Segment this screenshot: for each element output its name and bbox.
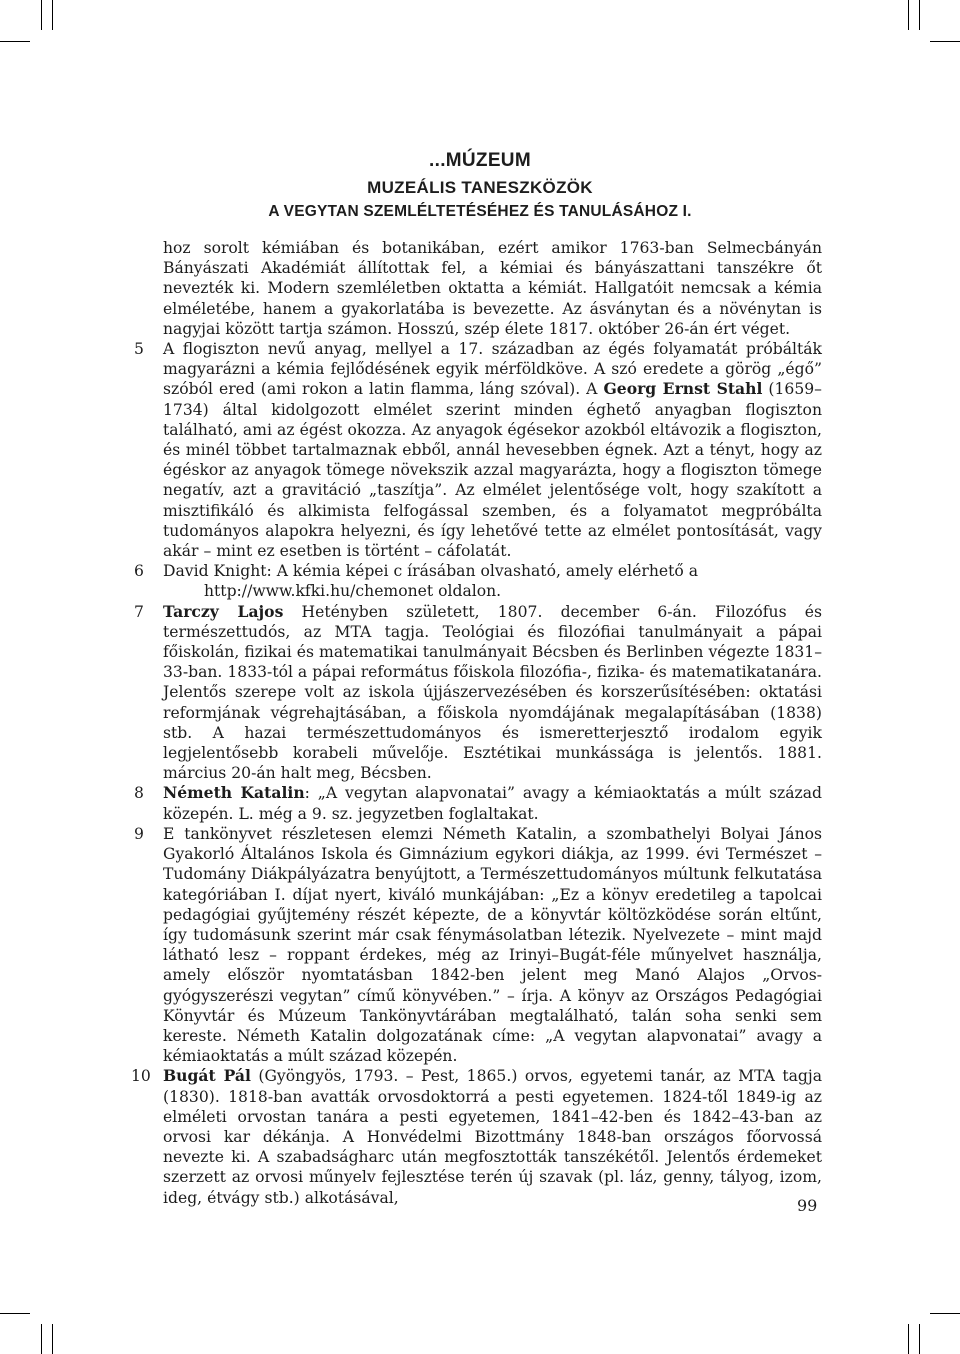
footnote-number: 6 xyxy=(134,562,144,581)
person-name: Tarczy Lajos xyxy=(163,601,284,621)
header-subtitle-2: A VEGYTAN SZEMLÉLTETÉSÉHEZ ÉS TANULÁSÁHOZ I. xyxy=(268,203,692,220)
footnote-7 xyxy=(134,601,822,784)
footnote-text: E tankönyvet részletesen elemzi Németh Katalin, a szombathelyi Bolyai János Gyakorló Általános Iskola és Gimnázium egykori diákja, az 1999. évi Természet –Tudomány Diákpályázatra benyújtott, a Természettudományos múltunk felkutatása kategóriában I. díjat nyert, kiváló munkájában: „Ez a könyv eredetileg a tapolcai pedagógiai gyűjtemény részét képezte, de a könyvtár költözködése során eltűnt, így tudomásunk szerint már csak fénymásolatban létezik. Nyelvezete – mint majd látható lesz – roppant érdekes, még az Irinyi–Bugát-féle műnyelvet használja, amely először nyomtatásban 1842-ben jelent meg Manó Alajos „Orvos-gyógyszerészi vegytan” című könyvében.” – írja. A könyv az Országos Pedagógiai Könyvtár és Múzeum Tankönyvtárában megtalálható, talán soha senki sem kereste. Németh Katalin dolgozatának címe: „A vegytan alapvonatai” avagy a kémiaoktatás a múlt század közepén. xyxy=(163,824,822,1066)
footnote-5 xyxy=(134,339,822,561)
url-line: http://www.kfki.hu/chemonet oldalon. xyxy=(204,582,502,601)
footnote-number: 7 xyxy=(134,602,144,621)
footnote-text: A flogiszton nevű anyag, mellyel a 17. században az égés folyamatát próbálták magyarázni a kémia fejlődésének egyik mérföldköve. A szó eredete a görög „égő” szóból ered (ami rokon a latin flamma, láng szóval). A xyxy=(163,340,822,399)
header-title: ...MÚZEUM xyxy=(429,150,531,171)
footnote-9 xyxy=(134,824,822,1066)
person-name: Németh Katalin xyxy=(163,783,305,803)
footnote-number: 8 xyxy=(134,784,144,803)
person-name: Georg Ernst Stahl xyxy=(603,379,763,399)
intro-paragraph: hoz sorolt kémiában és botanikában, ezért amikor 1763-ban Selmecbányán Bányászati Akadémiát állítottak fel, a kémiai és bányászattani tanszékre őt nevezték ki. Modern szemléletben oktatta a kémiát. Hallgatóit nemcsak a kémia elméletébe, hanem a gyakorlatába is bevezette. Az ásványtan és a növénytan is nagyjai között tartja számon. Hosszú, szép élete 1817. október 26-án ért véget. xyxy=(163,239,822,338)
footnote-text: (Gyöngyös, 1793. – Pest, 1865.) orvos, egyetemi tanár, az MTA tagja (1830). 1818-ban avatták orvosdoktorrá a pesti egyetemen. 1824-től 1849-ig az elméleti orvostan tanára a pesti egyetemen, 1841–42-ben és 1842–43-ban az orvosi kar dékánja. A Honvédelmi Bizottmány 1848-ban országos főorvossá nevezte ki. A szabadságharc után megfosztották tanszékétől. Jelentős érdemeket szerzett az orvosi műnyelv fejlesztése terén új szavak (pl. láz, genny, tályog, izom, ideg, étvágy stb.) alkotásával, xyxy=(163,1067,822,1207)
footnote-6 xyxy=(134,561,822,601)
footnote-number: 5 xyxy=(134,340,144,359)
footnote-text: David Knight: A kémia képei c írásában olvasható, amely elérhető a xyxy=(163,562,699,581)
footnote-text: Hetényben született, 1807. december 6-án. Filozófus és természettudós, az MTA tagja. Teológiai és filozófiai tanulmányait a pápai főiskolán, fizikai és matematikai tanulmányait Bécsben és Berlinben végezte 1831–33-ban. 1833-tól a pápai református főiskola filozófia-, fizika- és matematikatanára. Jelentős szerepe volt az iskola újjászervezésében és korszerűsítésében: oktatási reformjának végrehajtásában, a főiskola nyomdájának megalapításában (1838) stb. A hazai természettudományos és ismeretterjesztő irodalom egyik legjelentősebb korabeli művelője. Esztétikai munkássága is jelentős. 1881. március 20-án halt meg, Bécsben. xyxy=(163,602,822,783)
footnote-8 xyxy=(134,783,822,823)
footnote-number: 9 xyxy=(134,824,144,843)
header-subtitle: MUZEÁLIS TANESZKÖZÖK xyxy=(367,178,593,197)
page-body xyxy=(131,238,822,1208)
page-number: 99 xyxy=(797,1196,818,1215)
footnote-text: : „A vegytan alapvonatai” avagy a kémiaoktatás a múlt század közepén. L. még a 9. sz. jegyzetben foglaltakat. xyxy=(163,784,822,823)
person-name: Bugát Pál xyxy=(163,1066,251,1086)
footnote-text: (1659–1734) által kidolgozott elmélet szerint minden éghető anyagban flogiszton található, ami az égést okozza. Az anyagok égésekor azokból eltávozik a flogiszton, és minél többet tartalmaznak ebből, annál hevesebben égnek. Azt a tényt, hogy az égéskor az anyagok tömege növekszik azzal magyarázta, hogy a flogiszton tömege negatív, azt a gravitáció „taszítja”. Az elmélet jelentősége volt, hogy szakított a misztifikáló és alkimista felfogással szemben, és a folyamatot megpróbálta tudományos alapokra helyezni, és így lehetővé tette az elmélet pontosítását, vagy akár – mint ez esetben is történt – cáfolatát. xyxy=(163,380,822,561)
footnote-10 xyxy=(131,1066,822,1207)
footnote-number: 10 xyxy=(131,1067,151,1086)
